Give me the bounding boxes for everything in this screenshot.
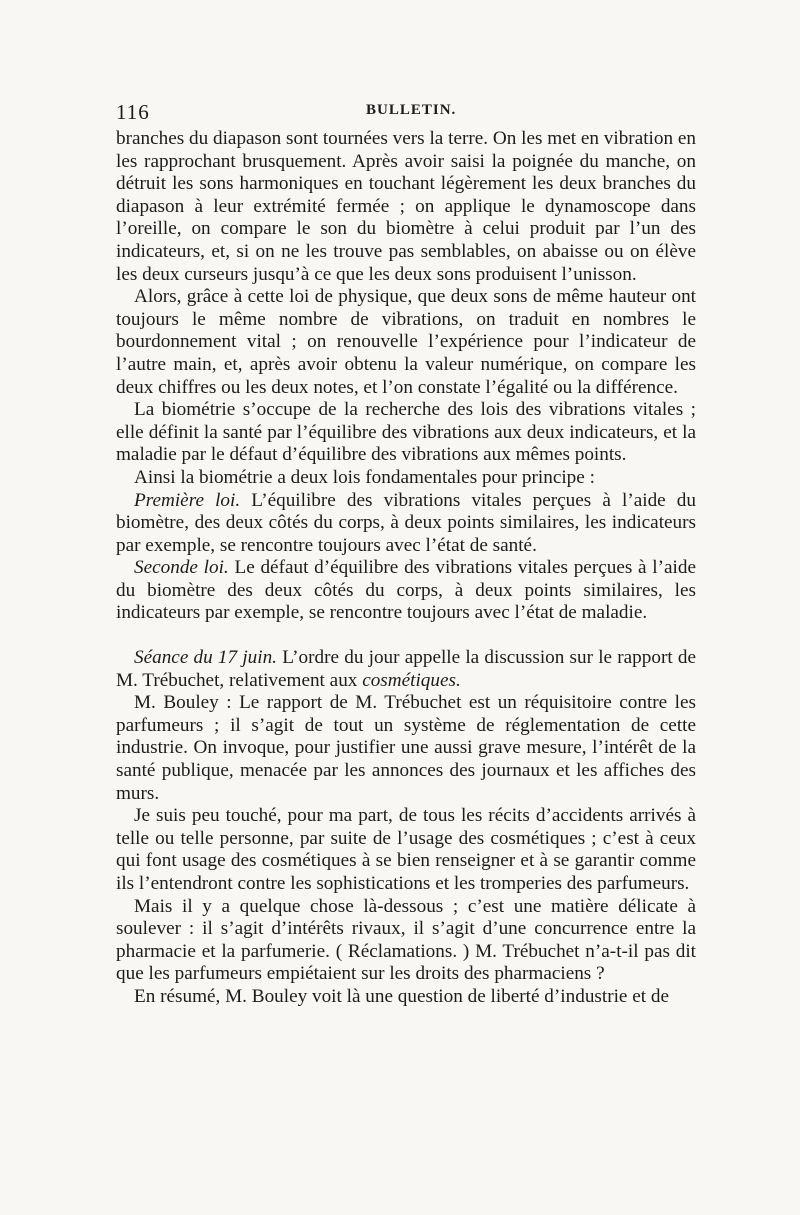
paragraph-text: Le défaut d’équilibre des vibrations vitales perçues à l’aide du biomètre des deux côtés du corps, à deux points similaires, les indicateurs par exemple, se rencontre toujours avec l’état de maladie. [116, 557, 696, 624]
paragraph-accidents [116, 805, 696, 895]
paragraph-principes [116, 467, 696, 490]
paragraph-seconde-loi [116, 557, 696, 625]
paragraph-text: branches du diapason sont tournées vers la terre. On les met en vibration en les rapprochant brusquement. Après avoir saisi la poignée du manche, on détruit les sons harmoniques en touchant légèrement les deux branches du diapason à leur extrémité fermée ; on applique le dynamoscope dans l’oreille, on compare le son du biomètre à celui produit par l’un des indicateurs, et, si on ne les trouve pas semblables, on abaisse ou on élève les deux curseurs jusqu’à ce que les deux sons produisent l’unisson. [116, 128, 696, 285]
paragraph-seance [116, 647, 696, 692]
running-title: BULLETIN. [366, 102, 457, 118]
paragraph-text: Alors, grâce à cette loi de physique, que deux sons de même hauteur ont toujours le même nombre de vibrations, on traduit en nombres le bourdonnement vital ; on renouvelle l’expérience pour l’indicateur de l’autre main, et, après avoir obtenu la valeur numérique, on compare les deux chiffres ou les deux notes, et l’on constate l’égalité ou la différence. [116, 286, 696, 398]
section-gap [116, 625, 696, 647]
paragraph-bouley [116, 692, 696, 805]
page-number: 116 [116, 100, 150, 124]
page-header [116, 100, 696, 124]
paragraph-text: Ainsi la biométrie a deux lois fondamentales pour principe : [134, 466, 595, 488]
body-text [116, 128, 696, 1009]
paragraph-tail: cosmétiques. [362, 669, 461, 691]
paragraph-text: Mais il y a quelque chose là-dessous ; c’est une matière délicate à soulever : il s’agit d’intérêts rivaux, il s’agit d’une concurrence entre la pharmacie et la parfumerie. ( Réclamations. ) M. Trébuchet n’a-t-il pas dit que les parfumeurs empiétaient sur les droits des pharmaciens ? [116, 895, 696, 985]
paragraph-text: L’équilibre des vibrations vitales perçues à l’aide du biomètre, des deux côtés du corps, à deux points similaires, les indicateurs par exemple, se rencontre toujours avec l’état de santé. [116, 489, 696, 556]
paragraph-diapason [116, 128, 696, 286]
paragraph-lead: Seconde loi. [134, 557, 229, 579]
paragraph-text: M. Bouley : Le rapport de M. Trébuchet est un réquisitoire contre les parfumeurs ; il s’agit de tout un système de réglementation de cette industrie. On invoque, pour justifier une aussi grave mesure, l’intérêt de la santé publique, menacée par les annonces des journaux et les affiches des murs. [116, 692, 696, 804]
paragraph-lead: Première loi. [134, 489, 241, 511]
paragraph-loi-physique [116, 286, 696, 399]
paragraph-text: Je suis peu touché, pour ma part, de tous les récits d’accidents arrivés à telle ou telle personne, par suite de l’usage des cosmétiques ; c’est à ceux qui font usage des cosmétiques à se bien renseigner et à se garantir comme ils l’entendront contre les sophistications et les tromperies des parfumeurs. [116, 805, 696, 894]
paragraph-resume [116, 986, 696, 1009]
paragraph-biometrie [116, 399, 696, 467]
paragraph-lead: Séance du 17 juin. [134, 647, 277, 669]
paragraph-premiere-loi [116, 490, 696, 558]
paragraph-concurrence [116, 896, 696, 986]
paragraph-text: En résumé, M. Bouley voit là une question de liberté d’industrie et de [134, 985, 669, 1007]
paragraph-text: L’ordre du jour appelle la discussion sur le rapport de M. Trébuchet, relativement aux [116, 647, 696, 691]
paragraph-text: La biométrie s’occupe de la recherche des lois des vibrations vitales ; elle définit la santé par l’équilibre des vibrations aux deux indicateurs, et la maladie par le défaut d’équilibre des vibrations aux mêmes points. [116, 399, 696, 466]
